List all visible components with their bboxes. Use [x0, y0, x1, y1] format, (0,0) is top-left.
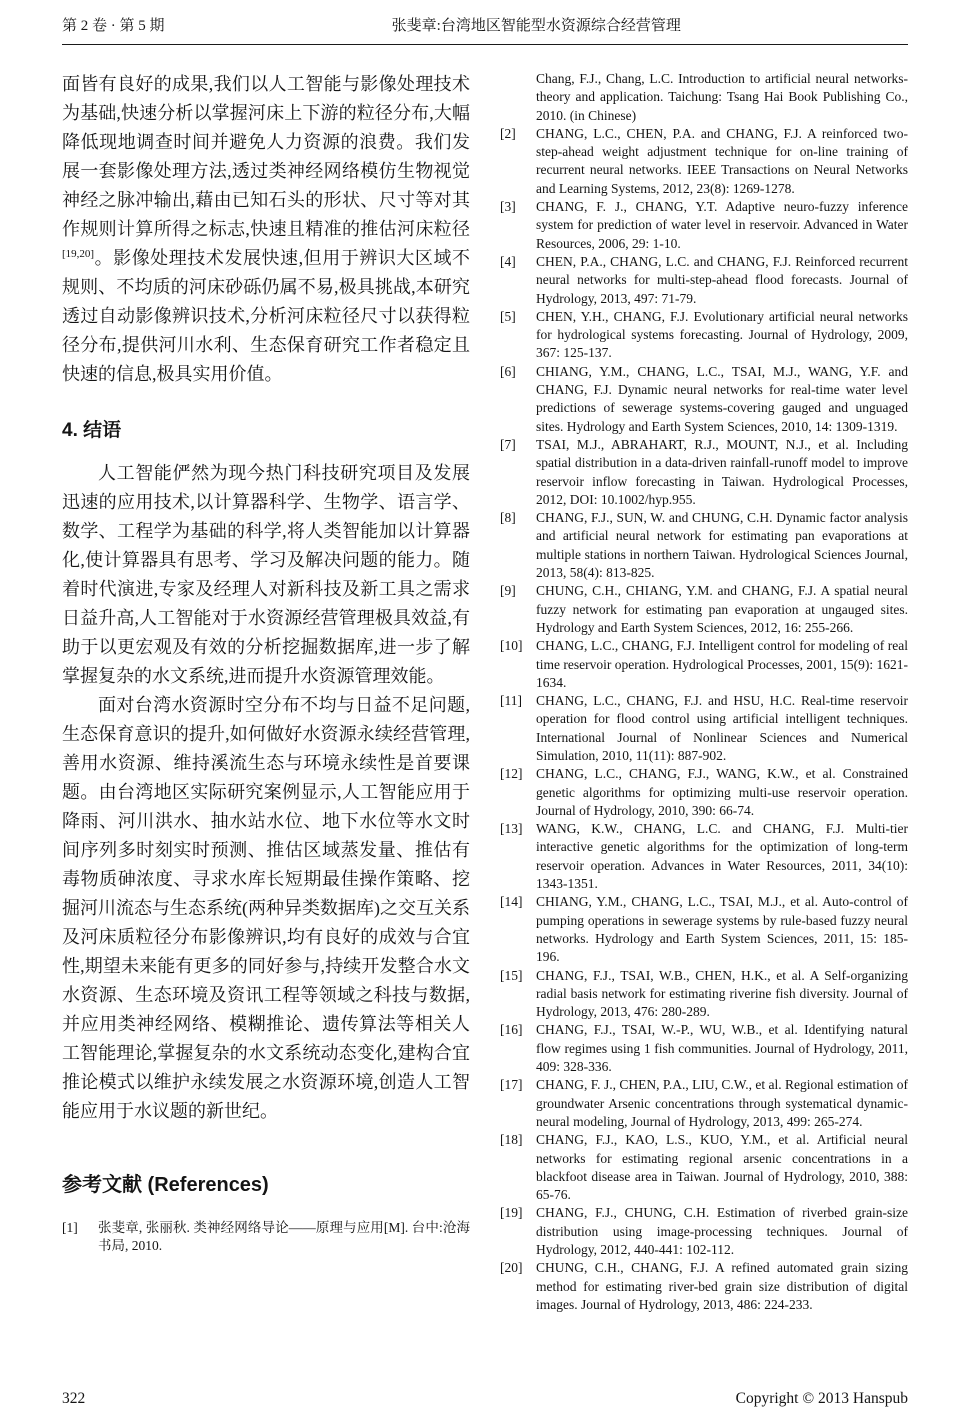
paragraph-text: 。影像处理技术发展快速,但用于辨识大区域不规则、不均质的河床砂砾仍属不易,极具挑战,本研究透过自动影像辨识技术,分析河床粒径尺寸以获得粒径分布,提供河川水利、生态保育研究工作者稳定且快速的信息,极具实用价值。 — [62, 248, 470, 384]
reference-number: [18] — [500, 1132, 523, 1148]
reference-number: [10] — [500, 638, 523, 654]
citation-superscript: [19,20] — [62, 248, 95, 260]
reference-item — [500, 125, 908, 198]
page-number: 322 — [62, 1390, 86, 1407]
reference-text: CHANG, F.J., SUN, W. and CHUNG, C.H. Dynamic factor analysis and artificial neural network for estimating pan evaporations at multiple stations in northern Taiwan. Hydrological Sciences Journal, 2013, 58(4): 813-825. — [536, 510, 908, 581]
continuation-paragraph — [62, 70, 470, 389]
reference-text: CHANG, F. J., CHANG, Y.T. Adaptive neuro-fuzzy inference system for prediction of water level in reservoir. Advanced in Water Resources, 2006, 29: 1-10. — [536, 199, 908, 251]
reference-number: [13] — [500, 821, 523, 837]
issue-label: 第 2 卷 · 第 5 期 — [62, 18, 165, 34]
reference-number: [14] — [500, 894, 523, 910]
reference-item — [500, 1204, 908, 1259]
paragraph-text: 面皆有良好的成果,我们以人工智能与影像处理技术为基础,快速分析以掌握河床上下游的粒径分布,大幅降低现地调查时间并避免人力资源的浪费。我们发展一套影像处理方法,透过类神经网络模仿生物视觉神经之脉冲输出,藉由已知石头的形状、尺寸等对其作规则计算所得之标志,快速且精准的推估河床粒径 — [62, 74, 470, 239]
reference-item — [500, 582, 908, 637]
reference-text: CHANG, L.C., CHEN, P.A. and CHANG, F.J. A reinforced two-step-ahead weight adjustment technique for on-line training of recurrent neural networks. IEEE Transactions on Neural Networks and Learning Systems, 2012, 23(8): 1269-1278. — [536, 125, 908, 196]
running-title: 张斐章:台湾地区智能型水资源综合经营管理 — [391, 18, 681, 34]
reference-number: [17] — [500, 1077, 523, 1093]
references-heading: 参考文献 (References) — [62, 1174, 269, 1196]
copyright-notice: Copyright © 2013 Hanspub — [735, 1390, 908, 1407]
reference-text: CHANG, F.J., KAO, L.S., KUO, Y.M., et al. Artificial neural networks for estimating regional arsenic concentrations in a blackfoot disease area in Taiwan. Journal of Hydrology, 2010, 388: 65-76. — [536, 1132, 908, 1203]
reference-number — [500, 70, 536, 125]
reference-text: CHANG, L.C., CHANG, F.J. and HSU, H.C. Real-time reservoir operation for flood control using artificial intelligent techniques. International Journal of Nonlinear Sciences and Numerical Simulation, 2010, 11(11): 887-902. — [536, 693, 908, 763]
reference-number: [1] — [62, 1220, 78, 1235]
reference-item — [500, 1259, 908, 1314]
reference-item — [62, 1219, 470, 1256]
reference-text: 张斐章, 张丽秋. 类神经网络导论——原理与应用[M]. 台中:沧海书局, 2010. — [98, 1220, 470, 1254]
reference-text: CHIANG, Y.M., CHANG, L.C., TSAI, M.J., WANG, Y.F. and CHANG, F.J. Dynamic neural networks for real-time water level predictions of sewerage systems-covering gauged and unguaged sites. Hydrology and Earth System Sciences, 2010, 14: 1309-1319. — [536, 363, 908, 434]
reference-list-left — [62, 1219, 470, 1256]
reference-item — [500, 1131, 908, 1204]
reference-text: TSAI, M.J., ABRAHART, R.J., MOUNT, N.J., et al. Including spatial distribution in a data-driven rainfall-runoff model to improve reservoir inflow forecasting in Taiwan. Hydrological Processes, 2012, DOI: 10.1002/hyp.955. — [536, 436, 908, 507]
two-column-body — [62, 70, 908, 1314]
reference-text: CHANG, L.C., CHANG, F.J., WANG, K.W., et al. Constrained genetic algorithms for optimizing multi-use reservoir operation. Journal of Hydrology, 2010, 390: 66-74. — [536, 766, 908, 818]
reference-item — [500, 893, 908, 966]
left-column — [62, 70, 470, 1314]
reference-number: [8] — [500, 510, 516, 526]
body-paragraph: 面对台湾水资源时空分布不均与日益不足问题,生态保育意识的提升,如何做好水资源永续经营管理,善用水资源、维持溪流生态与环境永续性是首要课题。由台湾地区实际研究案例显示,人工智能应用于降雨、河川洪水、抽水站水位、地下水位等水文时间序列多时刻实时预测、推估区域蒸发量、推估有毒物质砷浓度、寻求水库长短期最佳操作策略、挖掘河川流态与生态系统(两种异类数据库)之交互关系及河床质粒径分布影像辨识,均有良好的成效与合宜性,期望未来能有更多的同好参与,持续开发整合水文水资源、生态环境及资讯工程等领域之科技与数据,并应用类神经网络、模糊推论、遗传算法等相关人工智能理论,掌握复杂的水文系统动态变化,建构合宜推论模式以维护永续发展之水资源环境,创造人工智能应用于水议题的新世纪。 — [62, 695, 470, 1121]
reference-number: [9] — [500, 583, 516, 599]
reference-text: Chang, F.J., Chang, L.C. Introduction to artificial neural networks-theory and application. Taichung: Tsang Hai Book Publishing Co., 2010. (in Chinese) — [536, 71, 908, 123]
reference-number: [12] — [500, 766, 523, 782]
page-header — [62, 6, 908, 45]
page-footer — [62, 1390, 908, 1408]
reference-text: CHEN, P.A., CHANG, L.C. and CHANG, F.J. Reinforced recurrent neural networks for multi-step-ahead flood forecasts. Journal of Hydrology, 2013, 497: 71-79. — [536, 253, 908, 306]
reference-item — [500, 967, 908, 1022]
reference-list-right — [500, 70, 908, 1314]
reference-item — [500, 509, 908, 582]
reference-number: [3] — [500, 199, 516, 215]
reference-number: [11] — [500, 693, 522, 709]
reference-text: CHANG, F. J., CHEN, P.A., LIU, C.W., et al. Regional estimation of groundwater Arsenic concentrations through systematical dynamic-neural modeling, Journal of Hydrology, 2013, 499: 265-274. — [536, 1077, 908, 1129]
reference-text: CHUNG, C.H., CHANG, F.J. A refined automated grain sizing method for estimating river-bed grain size distribution of digital images. Journal of Hydrology, 2013, 486: 224-233. — [536, 1260, 908, 1312]
reference-item — [500, 436, 908, 509]
reference-number: [20] — [500, 1260, 523, 1276]
reference-item — [500, 692, 908, 765]
reference-number: [4] — [500, 253, 516, 269]
reference-number: [15] — [500, 967, 523, 983]
reference-number: [16] — [500, 1022, 523, 1038]
reference-item — [500, 363, 908, 436]
reference-number: [7] — [500, 436, 516, 452]
reference-item — [500, 308, 908, 363]
reference-text: CHEN, Y.H., CHANG, F.J. Evolutionary artificial neural networks for hydrological systems forecasting. Journal of Hydrology, 2009, 367: 125-137. — [536, 308, 908, 361]
reference-text: CHUNG, C.H., CHIANG, Y.M. and CHANG, F.J. A spatial neural fuzzy network for estimating pan evaporation at ungauged sites. Hydrology and Earth System Sciences, 2012, 16: 255-266. — [536, 583, 908, 635]
reference-number: [5] — [500, 308, 516, 324]
section-heading-conclusion: 4. 结语 — [62, 420, 122, 441]
reference-item — [500, 198, 908, 253]
reference-text: CHANG, L.C., CHANG, F.J. Intelligent control for modeling of real time reservoir operation. Hydrological Processes, 2001, 15(9): 1621-1634. — [536, 638, 908, 690]
reference-text: CHANG, F.J., TSAI, W.-P., WU, W.B., et al. Identifying natural flow regimes using 1 fish communities. Journal of Hydrology, 2011, 409: 328-336. — [536, 1022, 908, 1075]
reference-text: CHIANG, Y.M., CHANG, L.C., TSAI, M.J., et al. Auto-control of pumping operations in sewerage systems by rule-based fuzzy neural networks. Hydrology and Earth System Sciences, 2011, 15: 185-196. — [536, 894, 908, 965]
right-column — [500, 70, 908, 1314]
reference-item — [500, 637, 908, 692]
body-paragraph: 人工智能俨然为现今热门科技研究项目及发展迅速的应用技术,以计算器科学、生物学、语言学、数学、工程学为基础的科学,将人类智能加以计算器化,使计算器具有思考、学习及解决问题的能力。随着时代演进,专家及经理人对新科技及新工具之需求日益升高,人工智能对于水资源经营管理极具效益,有助于以更宏观及有效的分析挖掘数据库,进一步了解掌握复杂的水文系统,进而提升水资源管理效能。 — [62, 463, 470, 686]
reference-number: [6] — [500, 363, 516, 379]
reference-number: [2] — [500, 125, 516, 141]
reference-text: CHANG, F.J., TSAI, W.B., CHEN, H.K., et al. A Self-organizing radial basis network for estimating riverine fish diversity. Journal of Hydrology, 2013, 476: 280-289. — [536, 967, 908, 1020]
reference-text: CHANG, F.J., CHUNG, C.H. Estimation of riverbed grain-size distribution using image-processing techniques. Journal of Hydrology, 2012, 440-441: 102-112. — [536, 1205, 908, 1257]
reference-item — [500, 765, 908, 820]
reference-item — [500, 253, 908, 308]
reference-item — [500, 1076, 908, 1131]
reference-item — [500, 1021, 908, 1076]
reference-item — [500, 820, 908, 893]
reference-text: WANG, K.W., CHANG, L.C. and CHANG, F.J. Multi-tier interactive genetic algorithms for the optimization of long-term reservoir operation. Advances in Water Resources, 2011, 34(10): 1343-1351. — [536, 821, 908, 892]
reference-number: [19] — [500, 1205, 523, 1221]
reference-item — [500, 70, 908, 125]
